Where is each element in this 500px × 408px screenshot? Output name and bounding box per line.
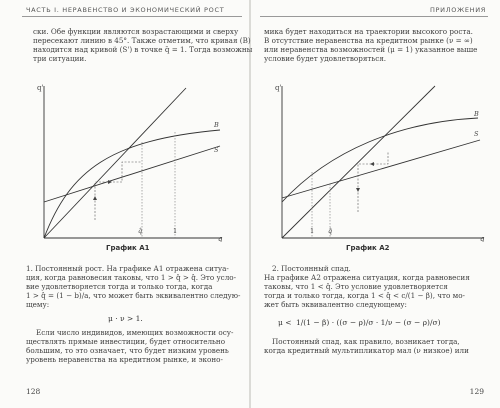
running-header: ЧАСТЬ I. НЕРАВЕНСТВО И ЭКОНОМИЧЕСКИЙ РОСТ bbox=[26, 6, 225, 14]
45-degree-line bbox=[44, 88, 186, 238]
text-line: уровень неравенства на кредитном рынке, и эконо- bbox=[26, 355, 223, 364]
tick-label: 1 bbox=[310, 227, 315, 235]
text-line: Если число индивидов, имеющих возможности осу- bbox=[36, 328, 234, 337]
text-line: мика будет находиться на траектории высокого роста. bbox=[264, 27, 473, 36]
figure-a2 bbox=[270, 80, 490, 242]
text-line: три ситуации. bbox=[33, 54, 87, 63]
curve-s-label: S bbox=[214, 146, 219, 154]
text-line: В отсутствие неравенства на кредитном рынке (ν = ∞) bbox=[264, 36, 473, 45]
text-line: ция, когда равновесия таковы, что 1 > q̂ > q̂. Это усло- bbox=[26, 273, 237, 282]
y-axis-label: q' bbox=[275, 84, 282, 92]
curve-b bbox=[44, 130, 220, 238]
curve-b-label: B bbox=[214, 121, 219, 129]
text-line: тогда и только тогда, когда 1 < q̂ < c/(1 − β), что мо- bbox=[264, 291, 465, 300]
header-rule bbox=[260, 16, 488, 17]
curve-b-label: B bbox=[474, 110, 479, 118]
text-line: ществлять прямые инвестиции, будет относительно bbox=[26, 337, 226, 346]
curve-s bbox=[282, 140, 480, 198]
arrow-left bbox=[370, 162, 374, 166]
page-number: 129 bbox=[469, 387, 484, 396]
right-page bbox=[250, 0, 500, 408]
x-axis-label: q bbox=[480, 235, 485, 242]
text-line: жет быть эквивалентно следующему: bbox=[264, 300, 407, 309]
text-line: таковы, что 1 < q̂. Это условие удовлетворяется bbox=[264, 282, 448, 291]
figure-a1 bbox=[30, 80, 230, 242]
text-line: 1 > q̂ = (1 − b)/a, что может быть эквивалентно следую- bbox=[26, 291, 241, 300]
header-rule bbox=[22, 16, 242, 17]
tick-label: q̂ bbox=[328, 227, 333, 235]
text-line: 2. Постоянный спад. bbox=[272, 264, 351, 273]
formula: 1/(1 − β) · ((σ − ρ)/σ · 1/ν − (σ − ρ)/σ) bbox=[296, 318, 441, 327]
arrow-down bbox=[356, 188, 360, 192]
text-line: ски. Обе функции являются возрастающими и сверху bbox=[33, 27, 239, 36]
curve-s-label: S bbox=[474, 130, 479, 138]
text-line: находится над кривой (S') в точке q̄ = 1. Тогда возможны bbox=[33, 45, 253, 54]
adjustment-path bbox=[358, 152, 388, 212]
text-line: Постоянный спад, как правило, возникает тогда, bbox=[272, 337, 460, 346]
text-line: вие удовлетворяется тогда и только тогда, когда bbox=[26, 282, 213, 291]
arrow-up bbox=[93, 196, 97, 200]
formula-lead: μ < bbox=[278, 318, 292, 327]
running-header: ПРИЛОЖЕНИЯ bbox=[429, 6, 486, 14]
text-line: На графике А2 отражена ситуация, когда равновесия bbox=[264, 273, 470, 282]
text-line: 1. Постоянный рост. На графике А1 отражена ситуа- bbox=[26, 264, 229, 273]
x-axis-label: q bbox=[218, 235, 223, 242]
y-axis-label: q' bbox=[37, 84, 44, 92]
tick-label: q̂ bbox=[138, 227, 143, 235]
figure-caption: График А2 bbox=[346, 244, 390, 252]
formula: μ · ν > 1. bbox=[108, 314, 143, 323]
text-line: условие будет удовлетворяться. bbox=[264, 54, 387, 63]
text-line: большим, то это означает, что будет низким уровень bbox=[26, 346, 229, 355]
adjustment-path bbox=[95, 162, 142, 220]
text-line: пересекают линию в 45°. Также отметим, что кривая (B) bbox=[33, 36, 251, 45]
figure-caption: График А1 bbox=[106, 244, 150, 252]
text-line: или неравенства возможностей (μ = 1) указанное выше bbox=[264, 45, 478, 54]
text-line: когда кредитный мультипликатор мал (ν низкое) или bbox=[264, 346, 469, 355]
curve-s bbox=[44, 146, 220, 202]
45-degree-line bbox=[282, 86, 435, 238]
page-number: 128 bbox=[26, 387, 41, 396]
text-line: щему: bbox=[26, 300, 50, 309]
tick-label: 1 bbox=[173, 227, 178, 235]
